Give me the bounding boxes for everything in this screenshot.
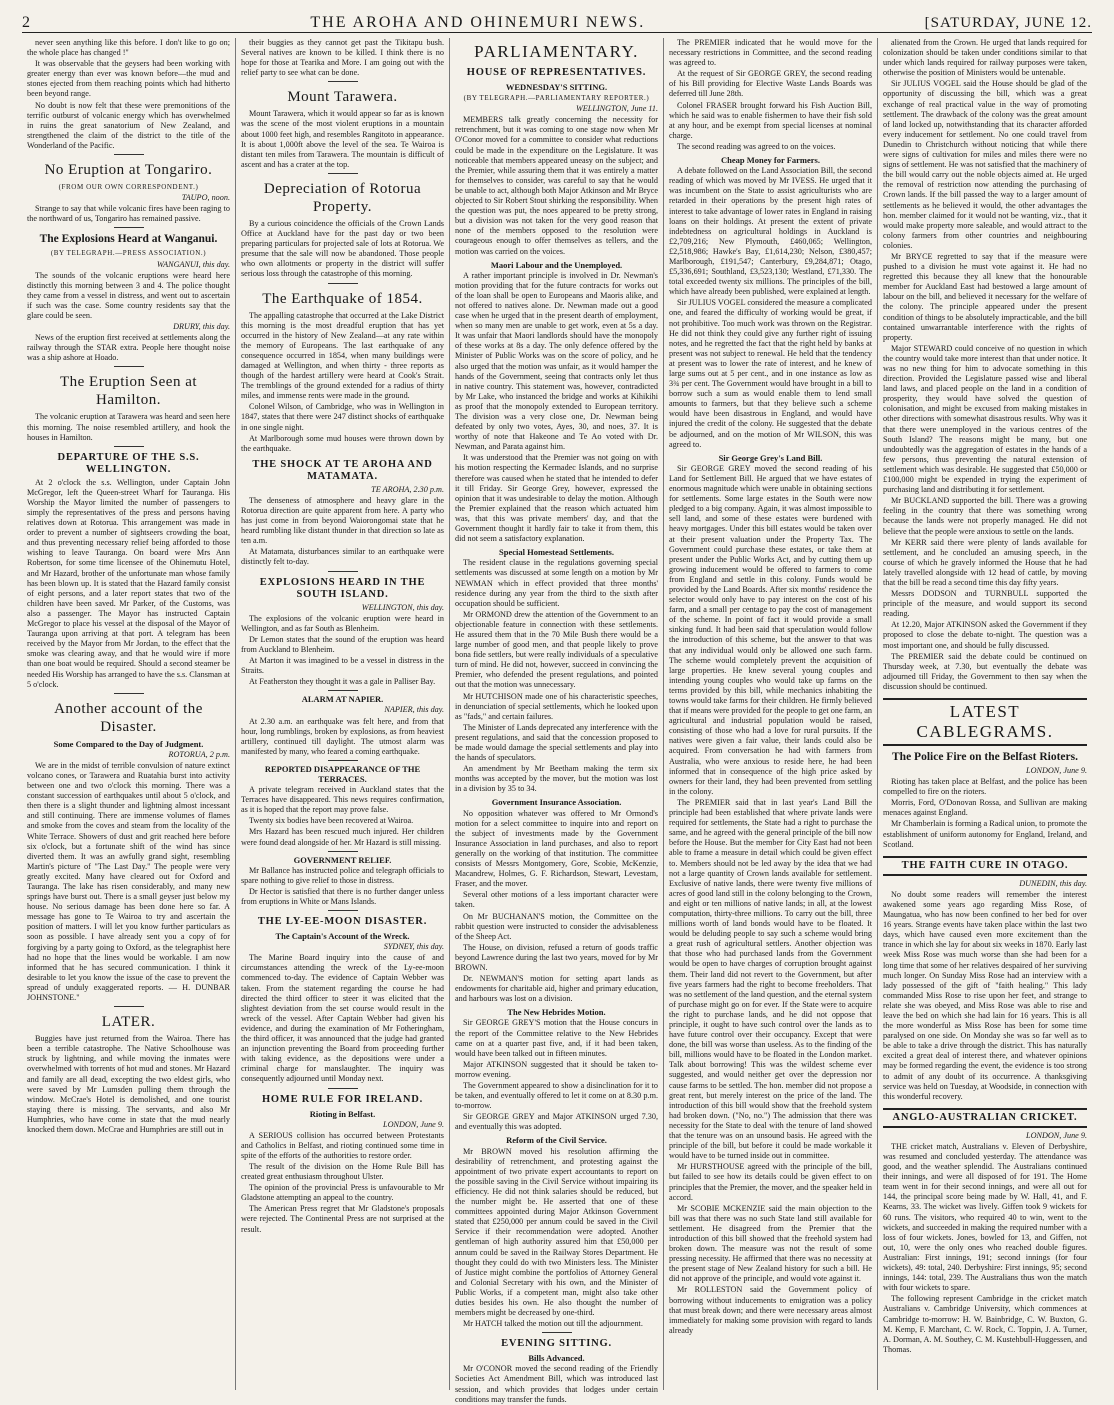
paragraph: The volcanic eruption at Tarawera was heard and seen here this morning. The noise resembled artillery, and hook the houses in Hamilton. [27, 412, 230, 442]
masthead [22, 10, 1092, 33]
headline-mount-tarawera: Mount Tarawera. [287, 89, 398, 106]
paragraph: The following represent Cambridge in the cricket match Australians v. Cambridge University, which commences at Cambridge to-morrow: H. W. Bainbridge, C. W. Buxton, G. M. Kemp, F. Marchant, C. W. Rock, C. Toppin, J. A. Turner, A. Dorman, A. M. Southey, C. M. Kustehbull-Huggessen, and Thomas. [883, 1294, 1087, 1354]
paragraph: Mr HURSTHOUSE agreed with the principle of the bill, but failed to see how its details could be given effect to on principles that the Premier, the mover, and the speaker held in accord. [669, 1162, 872, 1202]
paragraph: Sir GEORGE GREY and Major ATKINSON urged 7.30, and eventually this was adopted. [455, 1112, 658, 1132]
paragraph: At 12.20, Major ATKINSON asked the Government if they proposed to close the debate to-night. The question was a most important one, and should be fully discussed. [883, 620, 1087, 650]
paragraph: Dr. NEWMAN'S motion for setting apart lands as endowments for charitable aid, higher and primary education, and harbours was lost on a division. [455, 974, 658, 1004]
headline-napier: ALARM AT NAPIER. [301, 694, 384, 705]
paragraph: The Minister of Lands deprecated any interference with the present regulations, and said that the concession proposed to be made would damage the special settlements and play into the hands of speculators. [455, 722, 658, 763]
paragraph: By a curious coincidence the officials of the Crown Lands Office at Auckland have for the past day or two been preparing particulars for projected sale of lots at Rotorua. We presume that the sale will now be abandoned. Those people who own allotments or property in the district will suffer serious loss through the catastrophe of this morning. [241, 218, 444, 279]
headline-lyeemoon: THE LY-EE-MOON DISASTER. [257, 916, 428, 928]
paragraph: Strange to say that while volcanic fires have been raging to the northward of us, Tongariro has remained passive. [27, 204, 230, 224]
paragraph: The second reading was agreed to on the voices. [677, 141, 836, 151]
paragraph: THE cricket match, Australians v. Eleven of Derbyshire, was resumed and concluded yesterday. The attendance was good, and the weather splendid. The Australians continued their innings, and were all disposed of for 191. The Home team went in for their second innings, and were all out for 144, the principal score being made by W. Hall, 41, and F. Kearns, 33. The wicket was lively. Giffen took 9 wickets for 60 runs. The visitors, who required 40 to win, went to the wickets, and succeeded in making the required number with a loss of four wickets. Jones, bowled for 13, and Giffen, not out, 10, were the only ones who reached double figures. Australian: First innings, 191; second innings (for four wickets), 49: total, 240. Derbyshire: First innings, 95; second innings, 144: total, 239. The Australians thus won the match with four wickets to spare. [883, 1141, 1087, 1293]
column-4 [664, 38, 878, 1390]
headline-police-fire: The Police Fire on the Belfast Rioters. [892, 751, 1078, 763]
dateline: LONDON, June 9. [1026, 1130, 1087, 1140]
subheadline-grey-land-bill: Sir George Grey's Land Bill. [718, 452, 823, 463]
paragraph: At 2.30 a.m. an earthquake was felt here, and from that hour, long rumblings, broken by explosions, as from heaviest artillery, continued till daylight. The utmost alarm was manifested by many, who feared a coming earthquake. [241, 716, 444, 756]
headline-parliamentary: PARLIAMENTARY. [474, 42, 639, 61]
dateline: WELLINGTON, this day. [361, 602, 444, 612]
columns [22, 38, 1092, 1404]
dateline: WANGANUI, this day. [156, 259, 230, 269]
paragraph: Major ATKINSON suggested that it should be taken to-morrow evening. [455, 1059, 658, 1079]
paragraph: The result of the division on the Home Rule Bill has created great enthusiasm throughout Ulster. [241, 1161, 444, 1182]
paragraph: Mrs Hazard has been rescued much injured. Her children were found dead alongside of her. Mr Hazard is still missing. [241, 827, 444, 847]
divider [328, 1088, 358, 1089]
paragraph: Sir GEORGE GREY'S motion that the House concurs in the report of the Committee relative to the New Hebrides came on at a quarter past five, and, if it had been taken, would have been talked out in fifteen minutes. [455, 1018, 658, 1058]
paragraph: At Featherston they thought it was a gale in Palliser Bay. [249, 677, 436, 687]
subheadline-bills-advanced: Bills Advanced. [528, 1353, 585, 1364]
subheadline: WEDNESDAY'S SITTING. [505, 82, 608, 92]
paragraph: The Government appeared to show a disinclination for it to be taken, and eventually offered to let it come on at 8.30 p.m. to-morrow. [455, 1081, 658, 1111]
headline-cricket: ANGLO-AUSTRALIAN CRICKET. [883, 1108, 1087, 1128]
headline-depreciation: Depreciation of Rotorua Property. [263, 180, 422, 215]
paragraph: Mr HATCH talked the motion out till the adjournment. [463, 1319, 643, 1329]
paragraph: Mr BRYCE regretted to say that if the measure were pushed to a division he must vote against it. He had no regretted this because they all knew that the honourable member for Auckland East had bestowed a large amount of labour on the bill, and believed it necessary for the welfare of the colony. The principle appeared under the present condition of things to be absolutely impracticable, and the bill contained unwarrantable interference with the rights of property. [883, 251, 1087, 342]
paragraph: An amendment by Mr Beetham making the term six months was accepted by the mover, but the motion was lost in a division by 35 to 34. [455, 764, 658, 794]
paragraph: alienated from the Crown. He urged that lands required for colonization should be taken under conditions similar to that under which lands required for railway purposes were taken, otherwise the position of Ministers would be untenable. [883, 38, 1087, 78]
paragraph: Rioting has taken place at Belfast, and the police has been compelled to fire on the rioters. [883, 777, 1087, 797]
paragraph: Colonel Wilson, of Cambridge, who was in Wellington in 1847, states that there were 247 distinct shocks of earthquake in one single night. [241, 402, 444, 432]
headline-latest-cablegrams: LATEST CABLEGRAMS. [883, 698, 1087, 746]
paragraph: The denseness of atmosphere and heavy glare in the Rotorua direction are quite apparent from here. A party who has just come in from beyond Waiorongomai state that he heard rumbling like distant thunder in that direction so late as ten a.m. [241, 495, 444, 546]
dateline: TE AROHA, 2.30 p.m. [371, 484, 444, 494]
divider [328, 851, 358, 852]
headline-departure: DEPARTURE OF THE S.S. WELLINGTON. [57, 451, 200, 475]
paragraph: The opinion of the provincial Press is unfavourable to Mr Gladstone attempting an appeal to the country. [241, 1183, 444, 1203]
dateline: TAUPO, noon. [181, 193, 230, 203]
paragraph: Sir JULIUS VOGEL considered the measure a complicated one, and feared the difficulty of working would be great, if not prohibitive. Too much work was thrown on the Registrar. He did not think they could give any further right of issuing notes, and he regretted the fact that the right held by banks at present was not subject to renewal. He held that the tendency at present was to lower the rate of interest, and he knew of large sums out at 5 per cent., and in one instance as low as 3¾ per cent. The Government would have brought in a bill to borrow such a sum as would enable them to lend small amounts to farmers, but that they believe such a scheme would have been disastrous in England, and would have injured the credit of the colony. He suggested that the debate be adjourned, and on the motion of Mr WILSON, this was agreed to. [669, 298, 872, 449]
dateline: DUNEDIN, this day. [1019, 878, 1087, 888]
divider [328, 760, 358, 761]
paragraph: Mr Ballance has instructed police and telegraph officials to spare nothing to give relief to those in distress. [241, 865, 444, 885]
paragraph: The PREMIER indicated that he would move for the necessary restrictions in Committee, and the second reading was agreed to. [669, 38, 872, 68]
paragraph: Mr Chamberlain is forming a Radical union, to promote the establishment of uniform autonomy for England, Ireland, and Scotland. [883, 819, 1087, 849]
paragraph: Sir GEORGE GREY moved the second reading of his Land for Settlement Bill. He argued that we have estates of enormous magnitude which were unable in obtaining sections for settlements. Some large estates in the South were now pledged to a big company. Again, it was almost impossible to sell land, and some of these estates were burdened with heavy mortgages. Under this bill estates would be taken over at their present valuation under the Property Tax. The Government could purchase these estates, or take them at present under the Public Works Act, and by cutting them up growing inducement would be offered to farmers to come from England and settle in this colony. Funds would be provided by the Land Boards. After six months' residence the selector would only have to pay interest on the cost of his farm, and a small per centage to pay the cost of management of the scheme. In point of fact it would provide a small sinking fund. It had been said that speculation would follow the introduction of this scheme, but the answer to that was that any individual would only be allowed one such farm. The scheme would completely prevent the acquisition of large properties. He knew several young couples and intending young couples who would take up farms on the terms provided by this bill, while mechanics inhabiting the towns would take farms for their children. He firmly believed that if means were provided for the people to get one farm, an agricultural and industrial population would be raised, consisting of those who had a love for rural pursuits. If the natives were given a fair value, their lands could also be acquired. From conversation he had with farmers from Australia, who were anxious to reside here, he had been informed that in consequence of the high price asked by owners for their land, they had been prevented from settling in the colony. [669, 463, 872, 796]
paragraph: A private telegram received in Auckland states that the Terraces have disappeared. This news requires confirmation, as it is hoped that the report may prove false. [241, 785, 444, 815]
headline-evening-sitting: EVENING SITTING. [501, 1338, 612, 1350]
headline-tongariro: No Eruption at Tongariro. [44, 162, 213, 179]
headline-shock: THE SHOCK AT TE AROHA AND MATAMATA. [252, 458, 433, 482]
paragraph: Major STEWARD could conceive of no question in which the country would take more interest than that under notice. It was no new thing for him to advocate something in this direction. Provided the Legislature passed wise and liberal land laws, and placed people on the land in a condition of prosperity, they would have solved the question of colonisation, and might be excused from making mistakes in other directions with somewhat disastrous results. Why was it that there were unemployed in the various centres of the South Island? The reasons might be many, but one undoubtedly was the aggregation of estates in the hands of a few persons, thus preventing the natural extension of settlement which was desirable. He suggested that £50,000 or £100,000 might be expended in trying the experiment of purchasing land and distributing it for settlement. [883, 343, 1087, 495]
divider [328, 173, 358, 174]
paragraph: Dr Hector is satisfied that there is no further danger unless from eruptions in White or Mans Islands. [241, 886, 444, 906]
paragraph: The resident clause in the regulations governing special settlements was discussed at some length on a motion by Mr NEWMAN which in effect provided that three months' residence during any year from the third to the sixth after occupation should be sufficient. [455, 558, 658, 608]
dateline: LONDON, June 9. [1026, 766, 1087, 775]
divider [328, 910, 358, 911]
byline: (FROM OUR OWN CORRESPONDENT.) [58, 183, 199, 192]
dateline: DRURY, this day. [173, 322, 230, 332]
dateline: LONDON, June 9. [383, 1119, 444, 1129]
byline: (BY TELEGRAPH.—PARLIAMENTARY REPORTER.) [463, 94, 650, 103]
newspaper-title: THE AROHA AND OHINEMURI NEWS. [310, 14, 646, 31]
dateline: NAPIER, this day. [384, 705, 444, 715]
paragraph: Twenty six bodies have been recovered at Wairoa. [249, 816, 414, 826]
paragraph: Mr HUTCHISON made one of his characteristic speeches, in denunciation of special settlements, which he looked upon as "fads," and certain failures. [455, 691, 658, 721]
paragraph: The Marine Board inquiry into the cause of and circumstances attending the wreck of the Ly-ee-moon commenced to-day. The evidence of Captain Webber was taken. From the statement regarding the course he had directed the third officer to steer it was elicited that the slightest deviation from the set course would result in the wreck of the vessel. After Captain Webber had given his evidence, and during the examination of Mr Fotheringham, the third officer, it was announced that the judge had granted an injunction preventing the Board from proceeding further with taking evidence, as the depositions were under a criminal charge for manslaughter. The inquiry was consequently adjourned until Monday next. [241, 953, 444, 1084]
paragraph: Mr KERR said there were plenty of lands available for settlement, and he concluded an amusing speech, in the course of which he gravely informed the House that he had lately travelled alongside with 12 head of cattle, by moving that the bill be read a second time this day fifty years. [883, 537, 1087, 587]
column-2 [236, 38, 450, 1390]
paragraph: MEMBERS talk greatly concerning the necessity for retrenchment, but it was coming to one stage now when Mr O'Conor moved for a committee to consider what reductions could be made in the expenditure on the Legislature. It was noticeable that members appeared uneasy on the subject; and the Premier, while assuring them that it was entirely a matter for themselves to consider, was careful to say that he would be unable to act, although both Major Atkinson and Mr Bryce objected to Sir Robert Stout shirking the responsibility. When the question was put, the noes appeared to be pretty strong, but a division was not taken for the very good reason that none of the members opposed to the resolution were courageous enough to offer themselves as tellers, and the motion was carried on the voices. [455, 115, 658, 256]
divider [328, 690, 358, 691]
headline-wanganui: The Explosions Heard at Wanganui. [39, 233, 218, 246]
subheadline: Some Compared to the Day of Judgment. [53, 738, 204, 749]
paragraph: On Mr BUCHANAN'S motion, the Committee on the rabbit question were instructed to consider the advisableness of the Sheep Act. [455, 911, 658, 941]
paragraph: A rather important principle is involved in Dr. Newman's motion providing that for the future contracts for works out of the loan shall be open to Europeans and Maoris alike, and not offered to natives alone. Dr. Newman made out a good case when he urged that in the present dearth of employment, when so many men are unable to get work, even at 5s a day. It was unfair that Maori landlords should have the monopoly of these works at 8s a day. The only defence offered by the Minister of Public Works was on the score of policy, and he also urged that the motion was unfair, as it would hamper the hands of the Government, seeing that contracts only let thus in native country. This statement was, however, contradicted by Mr Lake, who instanced the bridge and works at Kihikihi as proof that the monopoly extended to European territory. The division was a very close one, Dr. Newman being defeated by only two votes, Ayes, 30, and noes, 37. It is worthy of note that Hakeone and Te Ao voted with Dr. Newman, and Parata against him. [455, 270, 658, 452]
paragraph: Dr Lemon states that the sound of the eruption was heard from Auckland to Blenheim. [241, 634, 444, 654]
issue-date: [SATURDAY, JUNE 12. [924, 15, 1092, 31]
column-5 [878, 38, 1092, 1390]
headline-government-relief: GOVERNMENT RELIEF. [293, 854, 392, 865]
paragraph: Mr SCOBIE MCKENZIE said the main objection to the bill was that there was no such State land still available for settlement. He disagreed from the Premier that the introduction of this bill showed that the freehold system had broken down. The measure was not the result of some pressing necessity. He affirmed that there was no necessity at the present stage of New Zealand history for such a bill. He did not approve of the principle, and would vote against it. [669, 1203, 872, 1284]
headline-house: HOUSE OF REPRESENTATIVES. [466, 67, 647, 78]
divider [114, 446, 144, 447]
paragraph: At the request of Sir GEORGE GREY, the second reading of his Bill providing for Elective Waste Lands Boards was deferred till June 28th. [669, 69, 872, 99]
headline-another-account: Another account of the Disaster. [54, 700, 203, 735]
paragraph: At 2 o'clock the s.s. Wellington, under Captain John McGregor, left the Queen-street Wharf for Tauranga. His Worship the Mayor limited the number of passengers to simply the representatives of the press and persons having relatives down at Rotorua. This arrangement was made in order to prevent a number of sightseers crowding the boat, and thus preventing necessary relief being afforded to those wishing to leave Tauranga. On board were Mrs Ann Robertson, for some time licensee of the Ohinemutu Hotel, and Mr Hazard, brother of the unfortunate man whose family has been blown up. It is stated that the Hazard family consist of eight persons, and a later report states that two of the children have been saved. Mr Parker, of the Customs, was also a passenger. The Mayor has instructed Captain McGregor to place his vessel at the disposal of the Mayor of Tauranga upon arriving at that port. A telegram has been received by the Mayor from Mr Jordan, to the effect that the smoke was clearing away, and that he would wire if more than one boat would be required. Should a second steamer be needed His Worship has arranged to have the s.s. Clansman at 5 o'clock. [27, 477, 230, 689]
paragraph: Mr BROWN moved his resolution affirming the desirability of retrenchment, and protesting against the appointment of two private expert accountants to report on the possible saving in the Civil Service without impairing its efficiency. He did not think salaries should be reduced, but the number might be. He asserted that one of these committees appointed during Major Atkinson Government stated that £250,000 per annum could be saved in the Civil Service if their recommendation were adopted. Another gentleman of high authority assured him that £50,000 per annum could be saved in the Railway Stores Department. He thought they could do with two Ministers less. The Minister of Justice might combine the portfolios of Attorney General and Colonial Secretary with his own, and the Minister of Public Works, if a competent man, might also take other duties besides his own. He also thought the number of members might be decreased by one-third. [455, 1146, 658, 1318]
headline-home-rule: HOME RULE FOR IRELAND. [261, 1093, 424, 1105]
paragraph: The House, on division, refused a return of goods traffic beyond Lawrence during the last two years, moved for by Mr BROWN. [455, 942, 658, 972]
paragraph: It was understood that the Premier was not going on with his motion respecting the Kermadec Islands, and no surprise therefore was caused when he stated that he intended to defer it till Friday. Sir George Grey, however, expressed the opinion that it was undesirable to delay the motion. Although the Premier explained that the reason which actuated him was, that this was private members' day, and that the Government thought it hardly fair to take it from them, this did not seem a satisfactory explanation. [455, 453, 658, 544]
paragraph: Messrs DODSON and TURNBULL supported the principle of the measure, and would support its second reading. [883, 589, 1087, 619]
paragraph: The explosions of the volcanic eruption were heard in Wellington, and as far South as Blenheim. [241, 613, 444, 633]
subheadline-cheap-money: Cheap Money for Farmers. [721, 155, 820, 166]
paragraph: We are in the midst of terrible convulsion of nature extinct volcano cones, or Tarawera and Ruatahia burst into activity between one and two o'clock this morning. There was a constant succession of earthquakes until about 5 o'clock, and then there is a slight thunder and lightning almost incessant and still continuing. There are immense volumes of flames and smoke from the coves and steam from the locality of the White Terrace. Showers of dust and grit reached here before six o'clock, but a fortunate shift of the wind has since diverted them. It was an awfully grand sight, resembling Martin's picture of "The Last Day." The people were very greatly excited. Many have cleared out for Oxford and Tauranga. The lake has risen considerably, and many new springs have burst out. There is a small geyser just below my house. No serious damage has been done here so far. A message has gone to Te Wairoa to try and ascertain the position of matters. I will let you know further particulars as soon as possible. I have already sent you a copy of for forgiving by a party going to Oxford, as the telegraphist here had no hope that the lines would be workable. I am now informed that he has secured communication. I think it desirable to let you know the issue of the case to prevent the spread of unduly exaggerated reports. — H. DUNBAR JOHNSTONE." [27, 760, 230, 1003]
paragraph: It was observable that the geysers had been working with greater energy than ever was known before—the mud and stones ejected from them reaching points which had hitherto been beyond range. [27, 59, 230, 99]
paragraph: No opposition whatever was offered to Mr Ormond's motion for a select committee to inquire into and report on the subject of investments made by the Government Insurance Association in land purchases, and also to report generally on the working of that institution. The committee consists of Messrs Montgomery, Gore, Scobie, McKenzie, Macandrew, Holmes, G. F. Richardson, Stewart, Levestam, Fraser, and the mover. [455, 808, 658, 889]
dateline: ROTORUA, 2 p.m. [168, 749, 230, 759]
paragraph: Mr BUCKLAND supported the bill. There was a growing feeling in the country that there was something wrong because the lands were not properly managed. He did not believe that the people were anxious to settle on the lands. [883, 496, 1087, 536]
divider [542, 1332, 572, 1333]
headline-hamilton: The Eruption Seen at Hamilton. [59, 374, 198, 409]
paragraph: At Marlborough some mud houses were thrown down by the earthquake. [241, 433, 444, 453]
divider [114, 693, 144, 694]
divider [114, 227, 144, 228]
paragraph: The appalling catastrophe that occurred at the Lake District this morning is the most dreadful eruption that has yet occurred in the history of New Zealand—at any rate within the memory of Europeans. The last earthquake of any consequence occurred in 1854, when many buildings were damaged at Wellington, and when thirty - three reports as though of the hardest artillery were heard at Cook's Strait. The tremblings of the ground extended for a radius of thirty miles, and immense rents were made in the ground. [241, 310, 444, 401]
paragraph: A debate followed on the Land Association Bill, the second reading of which was moved by Mr IVESS. He urged that it was incumbent on the State to assist agriculturists who are retarded in their operations by the present high rates of interest to take advantage of lower rates in England in raising loans on their holdings. At present the extent of private indebtedness on agricultural holdings in Auckland is £2,709,216; New Plymouth, £460,065; Wellington, £2,518,986; Hawke's Bay, £1,614,230; Nelson, £380,457; Marlborough, £191,547; Canterbury, £9,284,871; Otago, £5,336,691; Southland, £3,523,130; Westland, £71,330. The total exceeded twenty six millions. The principles of the bill, which have already been published, were explained at length. [669, 166, 872, 297]
divider [328, 283, 358, 284]
paragraph: A SERIOUS collision has occurred between Protestants and Catholics in Belfast, and rioting continued some time in spite of the efforts of the authorities to restore order. [241, 1130, 444, 1160]
column-1 [22, 38, 236, 1390]
subheadline-special-homestead: Special Homestead Settlements. [499, 547, 614, 558]
subheadline: Rioting in Belfast. [309, 1108, 376, 1119]
subheadline-insurance: Government Insurance Association. [491, 797, 622, 808]
paragraph: Buggies have just returned from the Wairoa. There has been a terrible catastrophe. The Native Schoolhouse was struck by lightning, and while moving the inmates were overwhelmed with torrents of hot mud and stones. Mr Hazard and family are all dead, excepting the two eldest girls, who were saved by Mr Lumsden pulling them through the window. McCrae's Hotel is demolished, and one tourist staying there is missing. The servants, and also Mr Humphries, who have come in state that the mud nearly knocked them down. McCrae and Humphries are still out in [27, 1034, 230, 1134]
divider [114, 1006, 144, 1007]
paragraph: The PREMIER said the debate could be continued on Thursday week, at 7.30, but eventually the debate was adjourned till Friday, the Government to then say when the discussion should be continued. [883, 651, 1087, 691]
subheadline-maori-labour: Maori Labour and the Unemployed. [490, 259, 623, 270]
paragraph: No doubt is now felt that these were premonitions of the terrific outburst of volcanic energy which has overwhelmed in ruins the great sanatorium of New Zealand, and strengthened the claim of the district to the title of the Wonderland of the Pacific. [27, 100, 230, 150]
paragraph: Colonel FRASER brought forward his Fish Auction Bill, which he said was to enable fishermen to have their fish sold at any hour, and be exempt from special licenses at nominal charge. [669, 100, 872, 140]
headline-later: LATER. [101, 1014, 156, 1031]
paragraph: Morris, Ford, O'Donovan Rossa, and Sullivan are making menaces against England. [883, 798, 1087, 818]
paragraph: Mr ROLLESTON said the Government policy of borrowing without inducements to emigration was a policy that must break down; and there were necessary areas almost immediately for making some provision with regard to lands already [669, 1285, 872, 1335]
headline-faith-cure: THE FAITH CURE IN OTAGO. [883, 856, 1087, 876]
paragraph: At Matamata, disturbances similar to an earthquake were distinctly felt to-day. [241, 547, 444, 567]
paragraph: Mr O'CONOR moved the second reading of the Friendly Societies Act Amendment Bill, which was introduced last session, and which provides that lodges under certain conditions may transfer the funds. [455, 1364, 658, 1404]
paragraph: their buggies as they cannot get past the Tikitapu bush. Several natives are known to be killed. I think there is no hope for those at Tearika and More. I am going out with the relief party to see what can be done. [241, 38, 444, 78]
subheadline-new-hebrides: The New Hebrides Motion. [507, 1007, 606, 1018]
byline: (BY TELEGRAPH.—PRESS ASSOCIATION.) [50, 249, 207, 258]
paragraph: News of the eruption first received at settlements along the railway through the STAR extra. People here thought noise was a ship ashore at Hoado. [27, 333, 230, 363]
subheadline: The Captain's Account of the Wreck. [275, 931, 410, 942]
paragraph: No doubt some readers will remember the interest awakened some years ago regarding Miss Rose, of Maungatua, who has now been confined to her bed for over 16 years. Strange events have taken place within the last two days, which have caused even more excitement than the trance in which she lay for about six weeks in 1870. Early last week Miss Rose was much worse than she had been for a long time that some of her relatives despaired of her surviving much longer. On Sunday Miss Rose had an interview with a lady possessed of the gift of "faith healing." This lady commanded Miss Rose to rise upon her feet, and strange to relate she was obeyed, and Miss Rose was able to rise and leave the bed on which she had lain for 16 years. This is all the more wonderful as Miss Rose has been for some time paralysed on one side. On Monday she was so far well as to be able to take a drive through the district. This has naturally excited a great deal of interest there, and whatever opinions may be formed regarding the event, the evidence is too strong to admit of any doubt of its occurrence. A thanksgiving service was held on Tuesday, at Woodside, in connection with this wonderful recovery. [883, 889, 1087, 1101]
column-3 [450, 38, 664, 1404]
paragraph: At Marton it was imagined to be a vessel in distress in the Straits. [241, 656, 444, 676]
paragraph: Sir JULIUS VOGEL said the House should be glad of the opportunity of discussing the bill, which was a great exchange of real practical value in the way of promoting settlement. The drawback of the colony was the great amount of land locked up, notwithstanding that its character afforded every inducement for settlement. No one could travel from Dunedin to Christchurch without noticing that while there were signs of cultivation for miles and miles there were no signs of settlement. He was not satisfied that the machinery of the bill would carry out the noble objects aimed at. He urged the removal of restriction now attending the purchasing of Crown lands. If the bill passed the way to a larger amount of settlements as he believed it would, the other advantages the hon. member claimed for it would not be wanting, viz., that it would make property more saleable, and would attract to the colony farmers from other countries and neighbouring colonies. [883, 79, 1087, 250]
paragraph: The American Press regret that Mr Gladstone's proposals were rejected. The Continental Press are not surprised at the result. [241, 1204, 444, 1234]
divider [328, 571, 358, 572]
divider [114, 366, 144, 367]
paragraph: Mount Tarawera, which it would appear so far as is known was the scene of the most violent eruptions in a mountain about 1000 feet high, and resembles Rangitoto in appearance. It is about 1,000ft above the level of the sea. Te Wairoa is distant ten miles from Tarawera. The mountain is difficult of ascent and has a crater at the top. [241, 109, 444, 169]
dateline: WELLINGTON, June 11. [575, 104, 658, 114]
headline-terraces: REPORTED DISAPPEARANCE OF THE TERRACES. [264, 763, 421, 784]
divider [114, 154, 144, 155]
headline-south-island: EXPLOSIONS HEARD IN THE SOUTH ISLAND. [259, 576, 426, 600]
paragraph: The sounds of the volcanic eruptions were heard here distinctly this morning between 3 and 4. The police thought they came from a vessel in distress, and went out to ascertain if such was the case. Some country residents say that the glare could be seen. [27, 270, 230, 320]
divider [328, 81, 358, 82]
page-number: 2 [22, 14, 31, 31]
paragraph: The PREMIER said that in last year's Land Bill the principle had been established that where private lands were required for settlements, the State had a right to purchase the same, and he agreed with the general principle of the bill now before the House. But the member for City East had not been able to frame a measure in detail which could be given effect to. Members should not be led away by the idea that we had not a large quantity of Crown lands available for settlement. Exclusive of native lands, there were twenty five millions of acres of good land still in the colony belonging to the Crown, and eight or ten millions of native lands; in all, at the lowest computation, thirty-three millions. To carry out the bill, three millions worth of land bonds would have to be floated. It would be deluding people to say such a scheme would bring a great rush of agricultural settlers. Another objection was that those who had purchased lands from the Government would be open to have charges of corruption brought against them. Their land did not revert to the Government, but after five years farmers had the right to become freeholders. That was no settlement of the land question, and the eternal system of purchase might go on for ever. If the State were to acquire the right to purchase lands, and he did not oppose that principle, it ought to have such control over the lands as to have future control over their occupancy. Except that were done, the bill was worse than useless. As to the finding of the bill, millions would have to be floated in the London market. Talk about borrowing! This was the wildest scheme ever suggested, and would neither get over the depression nor cause farms to be settled. The hon. member did not propose a great rent, but merely interest on the price of the land. The introduction of this bill would show that the freehold system had broken down. ("No, no.") The admission that there was necessity for the State to deal with the tenure of land showed that the tenure was on an unsound basis. He agreed with the principle of the bill, but before it could be made workable it would have to be turned inside out in committee. [669, 797, 872, 1161]
subheadline-civil-service: Reform of the Civil Service. [506, 1135, 607, 1146]
paragraph: never seen anything like this before. I don't like to go on; the whole place has changed !" [27, 38, 230, 58]
paragraph: Several other motions of a less important character were taken. [455, 890, 658, 910]
paragraph: Mr ORMOND drew the attention of the Government to an objectionable feature in connection with these settlements. He assured them that in the 70 Mile Bush there would be a large number of good men, and that people likely to prove bona fide settlers, but were really individuals of a speculative turn of mind. He did not, however, succeed in convincing the Premier, who defended the present regulations, and pointed out that the motion was unnecessary. [455, 609, 658, 690]
dateline: SYDNEY, this day. [383, 942, 444, 952]
headline-earthquake-1854: The Earthquake of 1854. [262, 290, 423, 307]
